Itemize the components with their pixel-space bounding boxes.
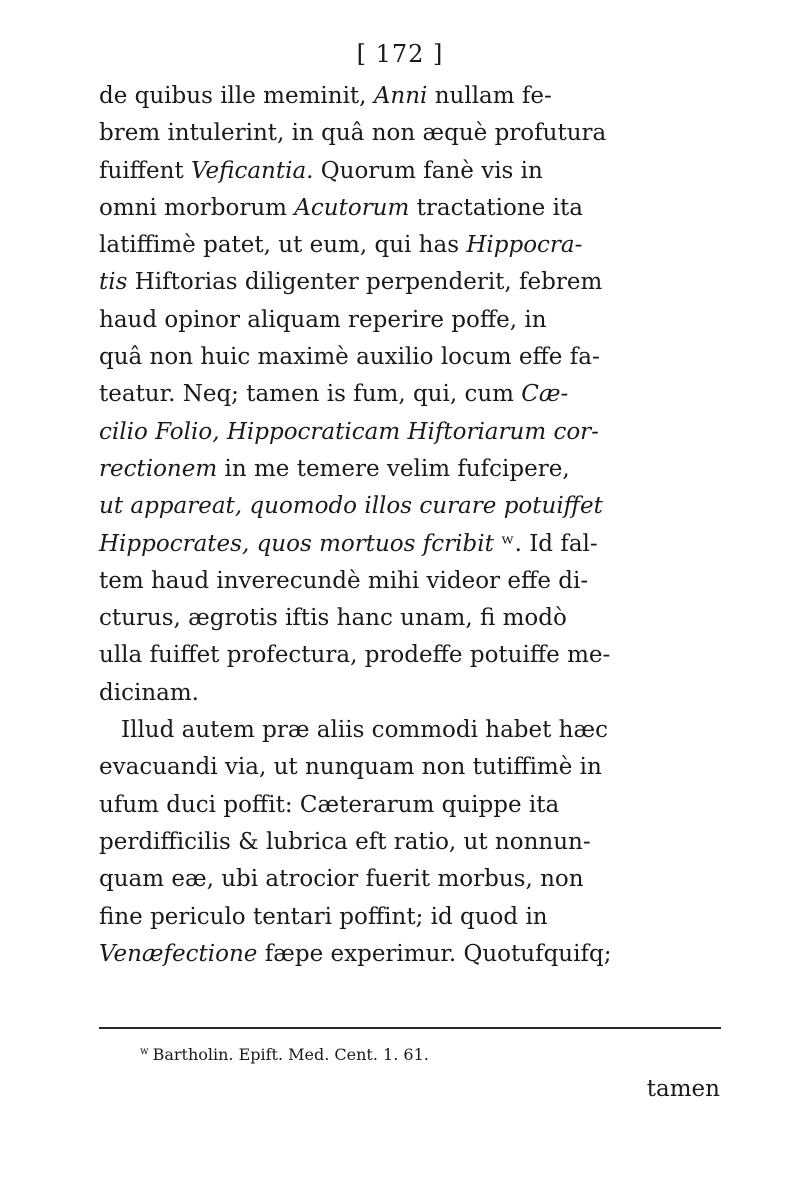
text-line xyxy=(99,488,719,525)
text-span: ʷ. Id fal- xyxy=(493,530,598,557)
text-line xyxy=(99,563,719,600)
text-span: fine periculo tentari poffint; id quod in xyxy=(99,903,548,930)
text-span: in me temere velim fufcipere, xyxy=(217,455,570,482)
text-line xyxy=(99,526,719,563)
text-line xyxy=(99,675,719,712)
italic-span: ut appareat, quomodo illos curare potuiffet xyxy=(99,493,603,520)
page-number: [ 172 ] xyxy=(356,40,444,68)
text-span: de quibus ille meminit, xyxy=(99,83,374,109)
italic-span: Cæ- xyxy=(521,381,569,408)
text-span: ufum duci poffit: Cæterarum quippe ita xyxy=(99,791,560,818)
text-span: fæpe experimur. Quotufquifq; xyxy=(257,940,612,967)
text-line xyxy=(99,153,719,190)
text-span: perdifficilis & lubrica eft ratio, ut nonnun- xyxy=(99,828,591,855)
text-span: teatur. Neq; tamen is fum, qui, cum xyxy=(99,381,522,408)
text-span: evacuandi via, ut nunquam non tutiffimè in xyxy=(99,754,602,781)
text-line xyxy=(99,78,719,115)
italic-span: rectionem xyxy=(99,455,218,482)
italic-span: Veficantia. xyxy=(191,157,314,184)
footnote xyxy=(140,1045,429,1064)
italic-span: Venæfectione xyxy=(99,940,258,967)
text-span: nullam fe- xyxy=(427,83,552,109)
text-line xyxy=(99,637,719,674)
text-line xyxy=(99,787,719,824)
catchword: tamen xyxy=(646,1076,720,1102)
text-span: tractatione ita xyxy=(409,194,583,221)
footnote-marker: w xyxy=(140,1045,149,1057)
text-line xyxy=(99,861,719,898)
italic-span: Anni xyxy=(373,83,428,109)
text-span: ulla fuiffet profectura, prodeffe potuiffe me- xyxy=(99,642,611,669)
text-span: Hiftorias diligenter perpenderit, febrem xyxy=(127,269,603,296)
text-line xyxy=(99,302,719,339)
italic-span: cilio Folio, Hippocraticam Hiftoriarum cor- xyxy=(99,418,599,445)
text-span: Illud autem præ aliis commodi habet hæc xyxy=(121,717,608,744)
italic-span: tis xyxy=(99,269,128,296)
text-line xyxy=(99,712,719,749)
text-span: brem intulerint, in quâ non æquè profutura xyxy=(99,120,607,147)
text-line xyxy=(99,749,719,786)
text-line xyxy=(99,115,719,152)
footnote-text: Bartholin. Epift. Med. Cent. 1. 61. xyxy=(152,1045,429,1064)
body-text xyxy=(99,78,719,973)
text-span: quâ non huic maximè auxilio locum effe fa- xyxy=(99,344,600,371)
text-span: dicinam. xyxy=(99,679,199,706)
italic-span: Hippocra- xyxy=(466,232,583,259)
text-span: cturus, ægrotis iftis hanc unam, fi modò xyxy=(99,605,567,632)
text-line xyxy=(99,227,719,264)
text-line xyxy=(99,414,719,451)
text-span: Quorum fanè vis in xyxy=(313,157,543,184)
text-line xyxy=(99,936,719,973)
text-line xyxy=(99,264,719,301)
text-line xyxy=(99,190,719,227)
text-line xyxy=(99,824,719,861)
text-span: quam eæ, ubi atrocior fuerit morbus, non xyxy=(99,866,584,893)
footnote-rule xyxy=(99,1027,721,1029)
text-line xyxy=(99,899,719,936)
italic-span: Hippocrates, quos mortuos fcribit xyxy=(99,530,494,557)
text-span: omni morborum xyxy=(99,194,295,221)
text-span: fuiffent xyxy=(99,157,191,184)
text-line xyxy=(99,376,719,413)
text-span: haud opinor aliquam reperire poffe, in xyxy=(99,306,547,333)
text-line xyxy=(99,600,719,637)
text-span: tem haud inverecundè mihi videor effe di- xyxy=(99,567,589,594)
italic-span: Acutorum xyxy=(294,194,410,221)
text-span: latiffimè patet, ut eum, qui has xyxy=(99,232,467,259)
text-line xyxy=(99,451,719,488)
text-line xyxy=(99,339,719,376)
